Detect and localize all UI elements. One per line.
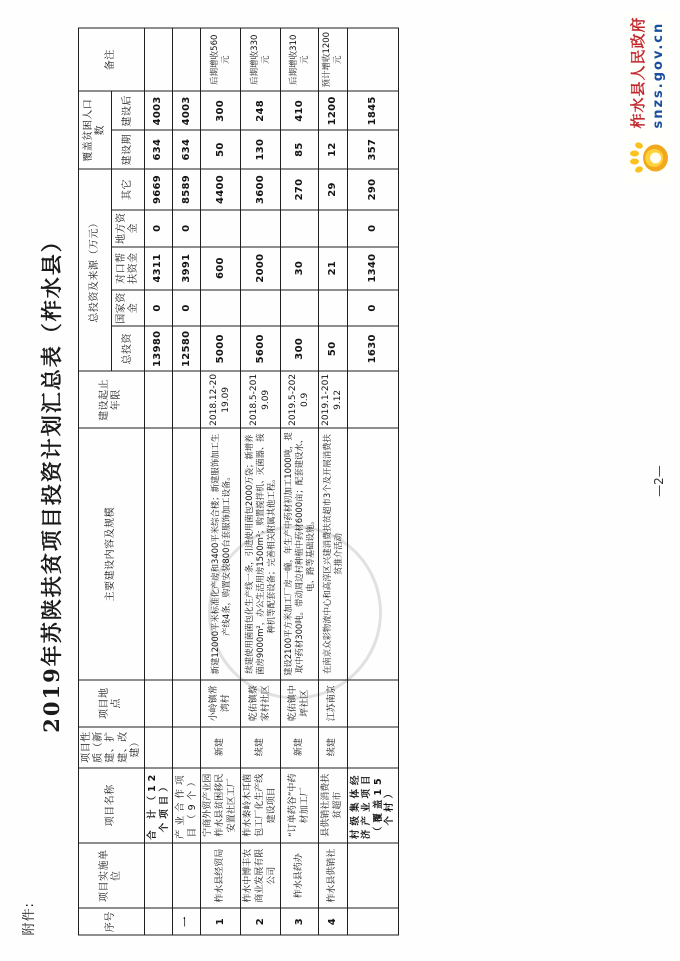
cell-unit: [144, 843, 172, 908]
cell-type: 续建: [241, 726, 281, 767]
table-row: [201, 28, 241, 935]
header-during-construction: 建设期: [111, 130, 144, 169]
cell-pair: 3991: [173, 246, 201, 289]
cell-name: 柞水秦岭木耳菌包工厂化生产线建设项目: [241, 767, 281, 843]
table-row: [319, 28, 347, 935]
cell-after: 248: [241, 91, 281, 130]
cell-remark: 后期增收560元: [201, 28, 241, 91]
cell-national: 0: [144, 289, 172, 326]
cell-period: 2018.12-2019.09: [201, 371, 241, 428]
cell-after: 410: [281, 91, 319, 130]
cell-period: [347, 371, 398, 428]
cell-name: 县供销社消费扶贫超市: [319, 767, 347, 843]
cell-during: 634: [144, 130, 172, 169]
header-remark: 备注: [79, 28, 145, 91]
page-title: 2019年苏陕扶贫项目投资计划汇总表（柞水县）: [39, 228, 64, 733]
cell-national: [201, 289, 241, 326]
header-national-funds: 国家资金: [111, 289, 144, 326]
header-unit: 项目实施单位: [79, 843, 145, 908]
cell-national: 0: [173, 289, 201, 326]
cell-other: 290: [347, 169, 398, 210]
cell-local: [319, 209, 347, 246]
table-row: [173, 28, 201, 935]
cell-local: 0: [173, 209, 201, 246]
cell-during: 50: [201, 130, 241, 169]
cell-seq: 4: [319, 908, 347, 935]
cell-period: 2019.1-2019.12: [319, 371, 347, 428]
cell-seq: 3: [281, 908, 319, 935]
header-after-construction: 建设后: [111, 91, 144, 130]
page-number: —2—: [652, 464, 666, 497]
table-row: [281, 28, 319, 935]
cell-period: 2019.5-2020.9: [281, 371, 319, 428]
cell-total: 13980: [144, 326, 172, 371]
cell-pair: 30: [281, 246, 319, 289]
header-invest-group: 总投资及来源（万元）: [79, 169, 112, 371]
cell-total: 12580: [173, 326, 201, 371]
cell-after: 4003: [144, 91, 172, 130]
cell-other: 3600: [241, 169, 281, 210]
cell-unit: 柞水中博丰农商业发展有限公司: [241, 843, 281, 908]
cell-other: 4400: [201, 169, 241, 210]
cell-unit: 柞水县经贸局: [201, 843, 241, 908]
cell-other: 29: [319, 169, 347, 210]
cell-local: 0: [347, 209, 398, 246]
cell-seq: 一: [173, 908, 201, 935]
cell-total: 5000: [201, 326, 241, 371]
cell-name: 村级集体经济产业项目（覆盖15个村）: [347, 767, 398, 843]
header-local-funds: 地方资金: [111, 209, 144, 246]
cell-content: [173, 428, 201, 679]
cell-local: 0: [144, 209, 172, 246]
cell-content: [347, 428, 398, 679]
header-type: 项目性质（新建、扩建、改建）: [79, 726, 145, 767]
investment-plan-table: [78, 27, 399, 935]
cell-type: [144, 726, 172, 767]
cell-pair: 1340: [347, 246, 398, 289]
cell-remark: [173, 28, 201, 91]
cell-seq: 2: [241, 908, 281, 935]
table-row: [144, 28, 172, 935]
table-row: [347, 28, 398, 935]
cell-place: 江苏南京: [319, 679, 347, 726]
header-other-funds: 其它: [111, 169, 144, 210]
cell-place: 乾佑镇中坪社区: [281, 679, 319, 726]
cell-local: [281, 209, 319, 246]
cell-total: 50: [319, 326, 347, 371]
cell-pair: 2000: [241, 246, 281, 289]
header-pair-funds: 对口帮扶资金: [111, 246, 144, 289]
cell-after: 1845: [347, 91, 398, 130]
cell-during: 130: [241, 130, 281, 169]
header-population-group: 覆盖贫困人口数: [79, 91, 112, 169]
cell-national: [319, 289, 347, 326]
cell-national: [241, 289, 281, 326]
cell-remark: 后期增收310元: [281, 28, 319, 91]
cell-content: 新建12000平米标准化产房和3400平米综合楼；新建服饰加工生产线4条，购置安装800台套服饰加工设备。: [201, 428, 241, 679]
header-period: 建设起止年限: [79, 371, 145, 428]
cell-seq: [347, 908, 398, 935]
header-name: 项目名称: [79, 767, 145, 843]
cell-total: 5600: [241, 326, 281, 371]
cell-seq: [144, 908, 172, 935]
cell-place: [144, 679, 172, 726]
cell-unit: 柞水县供销社: [319, 843, 347, 908]
cell-during: 634: [173, 130, 201, 169]
cell-during: 85: [281, 130, 319, 169]
cell-place: [173, 679, 201, 726]
cell-unit: [173, 843, 201, 908]
cell-content: 在南京众彩物流中心和高淳区兴建消费扶贫超市3个及开展消费扶贫推介活动: [319, 428, 347, 679]
cell-during: 12: [319, 130, 347, 169]
cell-after: 1200: [319, 91, 347, 130]
cell-total: 300: [281, 326, 319, 371]
cell-period: [144, 371, 172, 428]
cell-remark: 后期增收330元: [241, 28, 281, 91]
cell-remark: 预计增收1200元: [319, 28, 347, 91]
cell-period: [173, 371, 201, 428]
cell-seq: 1: [201, 908, 241, 935]
cell-total: 1630: [347, 326, 398, 371]
gov-watermark: [624, 10, 672, 184]
cell-after: 300: [201, 91, 241, 130]
gov-url: snzs.gov.cn: [650, 21, 666, 129]
cell-type: [347, 726, 398, 767]
cell-national: [281, 289, 319, 326]
cell-name: 宁商外贸产业园柞水县贫困移民安置社区工厂: [201, 767, 241, 843]
cell-local: [241, 209, 281, 246]
cell-content: 建设2100平方米加工厂房一幢，年生产中药材初加工1000吨，提取中药材300吨。带动周边村种植中药材6000亩；配套建设水、电、路等基础设施。: [281, 428, 319, 679]
cell-local: [201, 209, 241, 246]
table-header-group-row: [79, 28, 112, 935]
cell-place: [347, 679, 398, 726]
cell-during: 357: [347, 130, 398, 169]
header-content: 主要建设内容及规模: [79, 428, 145, 679]
cell-pair: 4311: [144, 246, 172, 289]
cell-name: 产业合作项目（9个）: [173, 767, 201, 843]
cell-type: 新建: [201, 726, 241, 767]
cell-content: 续建使用菌菌包化生产线一条，引进使用菌包2000万袋；新增养菌房9000m²，办公生活用房1500m²；购置搅拌机、灭菌器、接种机等配套设备；完善相关附属其他工程。: [241, 428, 281, 679]
cell-other: 9669: [144, 169, 172, 210]
cell-period: 2018.5-2019.09: [241, 371, 281, 428]
cell-after: 4003: [173, 91, 201, 130]
cell-other: 8589: [173, 169, 201, 210]
cell-unit: [347, 843, 398, 908]
cell-pair: 21: [319, 246, 347, 289]
gov-name: 柞水县人民政府: [629, 16, 648, 129]
cell-name: 合 计（12个项目）: [144, 767, 172, 843]
cell-type: 新建: [281, 726, 319, 767]
cell-type: [173, 726, 201, 767]
cell-place: 乾佑镇蔡家村社区: [241, 679, 281, 726]
cell-place: 小岭镇常湾村: [201, 679, 241, 726]
cell-remark: [347, 28, 398, 91]
cell-type: 续建: [319, 726, 347, 767]
table-row: [241, 28, 281, 935]
cell-unit: 柞水县药办: [281, 843, 319, 908]
cell-content: [144, 428, 172, 679]
cell-remark: [144, 28, 172, 91]
paw-logo-icon: [628, 136, 668, 178]
attachment-label: 附件:: [22, 901, 37, 935]
header-total: 总投资: [111, 326, 144, 371]
cell-name: “订单药谷”中药材加工厂: [281, 767, 319, 843]
header-place: 项目地点: [79, 679, 145, 726]
header-seq: 序号: [79, 908, 145, 935]
cell-national: 0: [347, 289, 398, 326]
cell-pair: 600: [201, 246, 241, 289]
cell-other: 270: [281, 169, 319, 210]
